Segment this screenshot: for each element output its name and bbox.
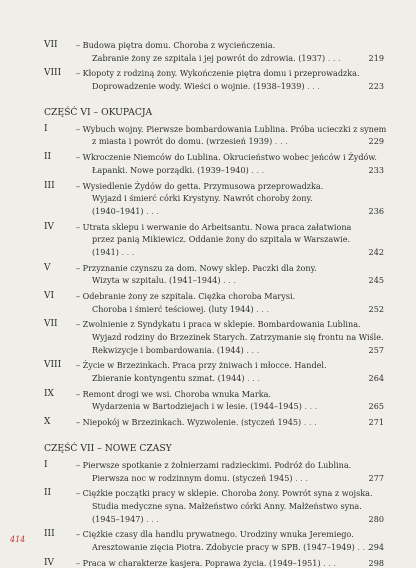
chapter-title-line: Łapanki. Nowe porządki. (1939–1940) . . . bbox=[92, 164, 265, 175]
chapter-number: VI bbox=[44, 291, 55, 301]
chapter-title-line: – Kłopoty z rodziną żony. Wykończenie piętra domu i przeprowadzka. bbox=[76, 68, 360, 79]
chapter-number: III bbox=[44, 180, 55, 191]
chapter-title-line: – Ciężkie początki pracy w sklepie. Choroba żony. Powrót syna z wojska. bbox=[76, 488, 373, 499]
chapter-title-line: Wizyta w szpitalu. (1941–1944) . . . bbox=[92, 275, 236, 286]
chapter-title-line: (1940–1941) . . . bbox=[92, 205, 159, 216]
chapter-title-line: Wydarzenia w Bartodziejach i w lesie. (1944–1945) . . . bbox=[92, 401, 318, 412]
chapter-title-line: – Wysiedlenie Żydów do getta. Przymusowa przeprowadzka. bbox=[76, 180, 324, 191]
leader-dots: . . . bbox=[301, 401, 318, 412]
leader-dots: . . . bbox=[354, 541, 371, 552]
chapter-title-line: – Budowa piętra domu. Choroba z wycieńczenia. bbox=[76, 40, 276, 50]
chapter-number: V bbox=[44, 262, 51, 273]
chapter-title-line: – Ciężkie czasy dla handlu prywatnego. Urodziny wnuka Jeremiego. bbox=[76, 529, 354, 540]
chapter-title-line: Choroba i śmierć teściowej. (luty 1944) . . . bbox=[92, 303, 270, 314]
chapter-number: II bbox=[44, 488, 52, 499]
leader-dots: . . . bbox=[244, 372, 260, 383]
chapter-title-line: Zabranie żony ze szpitala i jej powrót do zdrowia. (1937) . . . bbox=[92, 52, 341, 63]
chapter-title-line: – Niepokój w Brzezinkach. Wyzwolenie. (styczeń 1945) . . . bbox=[76, 417, 317, 428]
chapter-title-line: – Życie w Brzezinkach. Praca przy żniwach i młocce. Handel. bbox=[76, 360, 327, 371]
page-number: 298 bbox=[368, 557, 384, 568]
chapter-title-line: – Utrata sklepu i werwanie do Arbeitsantu. Nowa praca załatwiona bbox=[76, 221, 352, 232]
page-number: 245 bbox=[368, 275, 384, 286]
page-number: 242 bbox=[368, 246, 384, 257]
page-number: 264 bbox=[368, 372, 384, 383]
chapter-title-line: przez panią Mikiewicz. Oddanie żony do szpitala w Warszawie. bbox=[92, 234, 351, 245]
chapter-number: IV bbox=[44, 221, 55, 232]
chapter-title-line: Wyjazd i śmierć córki Krystyny. Nawrót choroby żony. bbox=[92, 193, 313, 204]
page-number: 257 bbox=[368, 344, 384, 355]
section-title-part7: CZĘŚĆ VII – NOWE CZASY bbox=[44, 443, 172, 454]
chapter-title-line: – Odebranie żony ze szpitala. Ciężka choroba Marysi. bbox=[76, 291, 296, 301]
leader-dots: . . . bbox=[292, 472, 308, 483]
page-number: 229 bbox=[368, 136, 384, 147]
page-number: 233 bbox=[368, 164, 384, 175]
chapter-title-line: – Przyznanie czynszu za dom. Nowy sklep. Paczki dla żony. bbox=[76, 262, 317, 273]
page-number: 219 bbox=[368, 52, 384, 63]
leader-dots: . . . bbox=[325, 52, 341, 63]
chapter-title-line: Doprowadzenie wody. Wieści o wojnie. (1938–1939) . . . bbox=[92, 80, 320, 91]
leader-dots: . . . bbox=[143, 513, 159, 524]
leader-dots: . . . bbox=[272, 136, 288, 147]
chapter-number: IV bbox=[44, 557, 55, 568]
chapter-title-line: Aresztowanie zięcia Piotra. Zdobycie pracy w SPB. (1947–1949) . . . bbox=[92, 541, 371, 552]
chapter-title-line: – Remont drogi we wsi. Choroba wnuka Marka. bbox=[76, 388, 272, 399]
page-number: 280 bbox=[368, 513, 384, 524]
leader-dots: . . . bbox=[320, 557, 337, 568]
chapter-title-line: z miasta i powrót do domu. (wrzesień 1939) . . . bbox=[92, 136, 288, 147]
leader-dots: . . . bbox=[301, 417, 317, 428]
chapter-number: VII bbox=[44, 319, 58, 330]
leader-dots: . . . bbox=[248, 164, 265, 175]
chapter-number: I bbox=[44, 123, 48, 134]
leader-dots: . . . bbox=[118, 246, 135, 257]
page-number: 223 bbox=[368, 80, 384, 91]
chapter-title-line: – Wkroczenie Niemców do Lublina. Okrucieństwo wobec jeńców i Żydów. bbox=[76, 152, 377, 163]
page-number: 277 bbox=[368, 472, 384, 483]
chapter-title-line: (1945–1947) . . . bbox=[92, 513, 159, 524]
page-number: 294 bbox=[368, 541, 384, 552]
folio-page-number: 414 bbox=[10, 535, 26, 544]
chapter-title-line: Wyjazd rodziny do Brzezinek Starych. Zatrzymanie się frontu na Wiśle. bbox=[92, 331, 384, 342]
chapter-title-line: Zbieranie kontyngentu szmat. (1944) . . . bbox=[92, 372, 260, 383]
chapter-title-line: Rekwizycje i bombardowania. (1944) . . . bbox=[92, 344, 260, 355]
leader-dots: . . . bbox=[304, 80, 320, 91]
page-number: 271 bbox=[368, 417, 384, 428]
section-title-part6: CZĘŚĆ VI – OKUPACJA bbox=[44, 106, 153, 118]
leader-dots: . . . bbox=[253, 303, 270, 314]
chapter-number: VIII bbox=[44, 360, 62, 371]
page-number: 236 bbox=[368, 205, 384, 216]
chapter-title-line: – Zwolnienie z Syndykatu i praca w sklepie. Bombardowania Lublina. bbox=[76, 319, 361, 330]
page-number: 265 bbox=[368, 401, 384, 412]
leader-dots: . . . bbox=[220, 275, 236, 286]
chapter-title-line: – Praca w charakterze kasjera. Poprawa życia. (1949–1951) . . . bbox=[76, 557, 337, 568]
chapter-number: X bbox=[44, 417, 51, 428]
chapter-title-line: Pierwsza noc w rodzinnym domu. (styczeń 1945) . . . bbox=[92, 472, 308, 483]
chapter-title-line: (1941) . . . bbox=[92, 246, 135, 257]
chapter-number: VII bbox=[44, 40, 58, 50]
chapter-title-line: Studia medyczne syna. Małżeństwo córki Anny. Małżeństwo syna. bbox=[92, 500, 362, 511]
leader-dots: . . . bbox=[243, 344, 260, 355]
chapter-number: IX bbox=[44, 388, 54, 399]
chapter-number: II bbox=[44, 152, 52, 163]
chapter-number: III bbox=[44, 529, 55, 540]
chapter-number: VIII bbox=[44, 68, 62, 79]
page-number: 252 bbox=[368, 303, 384, 314]
chapter-title-line: – Pierwsze spotkanie z żołnierzami radzieckimi. Podróż do Lublina. bbox=[76, 460, 352, 470]
chapter-title-line: – Wybuch wojny. Pierwsze bombardowania Lublina. Próba ucieczki z synem bbox=[76, 123, 387, 134]
chapter-number: I bbox=[44, 460, 48, 470]
leader-dots: . . . bbox=[143, 205, 159, 216]
